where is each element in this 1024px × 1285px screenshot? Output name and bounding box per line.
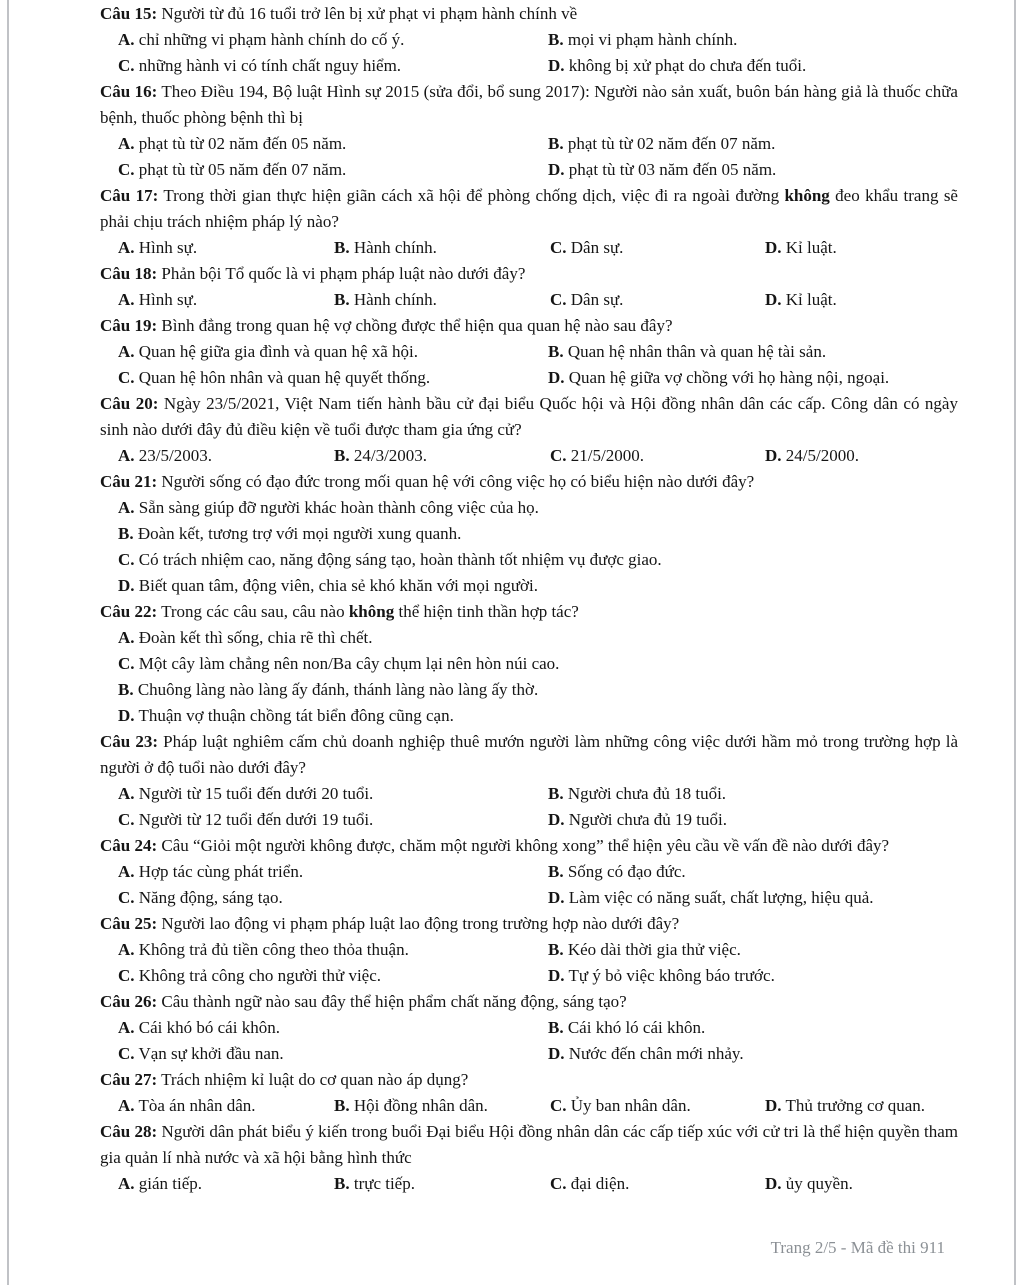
option-label: C. bbox=[118, 550, 135, 569]
question-number: Câu 24: bbox=[100, 836, 158, 855]
option-c: C. Dân sự. bbox=[550, 238, 624, 257]
question-stem: Câu 15: Người từ đủ 16 tuổi trở lên bị xử phạt vi phạm hành chính về bbox=[100, 4, 578, 23]
option-b: B. Hành chính. bbox=[334, 238, 437, 257]
question-stem: Câu 21: Người sống có đạo đức trong mối quan hệ với công việc họ có biểu hiện nào dưới đây? bbox=[100, 472, 755, 491]
option-label: C. bbox=[118, 368, 135, 387]
option-c: C. Dân sự. bbox=[550, 290, 624, 309]
option-label: B. bbox=[334, 446, 350, 465]
option-label: D. bbox=[548, 888, 565, 907]
option-label: D. bbox=[118, 706, 135, 725]
option-label: D. bbox=[118, 576, 135, 595]
exam-questions bbox=[100, 1, 958, 1197]
option-label: C. bbox=[550, 1096, 567, 1115]
option-a: A. Hình sự. bbox=[118, 290, 198, 309]
question-20 bbox=[100, 391, 958, 469]
question-16 bbox=[100, 79, 958, 183]
option-a: A. Sẵn sàng giúp đỡ người khác hoàn thành công việc của họ. bbox=[118, 498, 539, 517]
option-label: C. bbox=[118, 966, 135, 985]
option-label: B. bbox=[548, 862, 564, 881]
options-group bbox=[118, 131, 958, 183]
options-group bbox=[118, 287, 958, 313]
options-group bbox=[118, 495, 958, 599]
question-stem: Câu 19: Bình đẳng trong quan hệ vợ chồng được thể hiện qua quan hệ nào sau đây? bbox=[100, 316, 673, 335]
option-b: B. Đoàn kết, tương trợ với mọi người xung quanh. bbox=[118, 524, 462, 543]
option-label: A. bbox=[118, 784, 135, 803]
option-d: D. không bị xử phạt do chưa đến tuổi. bbox=[548, 56, 807, 75]
option-label: C. bbox=[118, 56, 135, 75]
question-number: Câu 22: bbox=[100, 602, 158, 621]
options-group bbox=[118, 859, 958, 911]
option-label: D. bbox=[548, 810, 565, 829]
question-stem: Câu 16: Theo Điều 194, Bộ luật Hình sự 2015 (sửa đổi, bổ sung 2017): Người nào sản xuất, buôn bán hàng giả là thuốc chữa bệnh, thuốc phòng bệnh thì bị bbox=[100, 82, 958, 127]
options-group bbox=[118, 1171, 958, 1197]
option-label: A. bbox=[118, 290, 135, 309]
option-label: A. bbox=[118, 342, 135, 361]
option-label: C. bbox=[550, 238, 567, 257]
option-d: D. ủy quyền. bbox=[765, 1174, 853, 1193]
option-d: D. Biết quan tâm, động viên, chia sẻ khó khăn với mọi người. bbox=[118, 576, 539, 595]
option-label: A. bbox=[118, 940, 135, 959]
option-a: A. Người từ 15 tuổi đến dưới 20 tuổi. bbox=[118, 784, 374, 803]
option-label: C. bbox=[550, 1174, 567, 1193]
question-stem: Câu 24: Câu “Giỏi một người không được, chăm một người không xong” thể hiện yêu cầu về vấn đề nào dưới đây? bbox=[100, 836, 890, 855]
option-d: D. Thủ trưởng cơ quan. bbox=[765, 1096, 926, 1115]
question-number: Câu 23: bbox=[100, 732, 159, 751]
option-label: C. bbox=[118, 810, 135, 829]
option-a: A. Hợp tác cùng phát triển. bbox=[118, 862, 304, 881]
option-b: B. Quan hệ nhân thân và quan hệ tài sản. bbox=[548, 342, 827, 361]
question-number: Câu 16: bbox=[100, 82, 158, 101]
option-label: A. bbox=[118, 1096, 135, 1115]
option-c: C. Ủy ban nhân dân. bbox=[550, 1096, 691, 1115]
options-group bbox=[118, 1093, 958, 1119]
question-27 bbox=[100, 1067, 958, 1119]
option-a: A. Hình sự. bbox=[118, 238, 198, 257]
question-number: Câu 25: bbox=[100, 914, 158, 933]
question-19 bbox=[100, 313, 958, 391]
question-15 bbox=[100, 1, 958, 79]
question-number: Câu 17: bbox=[100, 186, 159, 205]
option-label: B. bbox=[548, 940, 564, 959]
option-b: B. phạt tù từ 02 năm đến 07 năm. bbox=[548, 134, 776, 153]
option-b: B. Cái khó ló cái khôn. bbox=[548, 1018, 706, 1037]
option-b: B. Sống có đạo đức. bbox=[548, 862, 686, 881]
option-a: A. Không trả đủ tiền công theo thỏa thuận. bbox=[118, 940, 409, 959]
option-label: B. bbox=[334, 1174, 350, 1193]
question-number: Câu 19: bbox=[100, 316, 158, 335]
option-label: D. bbox=[765, 446, 782, 465]
question-28 bbox=[100, 1119, 958, 1197]
option-label: B. bbox=[548, 134, 564, 153]
option-c: C. Không trả công cho người thử việc. bbox=[118, 966, 382, 985]
options-group bbox=[118, 625, 958, 729]
option-b: B. Kéo dài thời gia thử việc. bbox=[548, 940, 741, 959]
option-label: C. bbox=[118, 888, 135, 907]
option-b: B. Người chưa đủ 18 tuổi. bbox=[548, 784, 727, 803]
question-number: Câu 20: bbox=[100, 394, 159, 413]
question-number: Câu 27: bbox=[100, 1070, 158, 1089]
option-label: A. bbox=[118, 446, 135, 465]
option-label: D. bbox=[765, 1096, 782, 1115]
option-label: A. bbox=[118, 134, 135, 153]
question-stem: Câu 25: Người lao động vi phạm pháp luật lao động trong trường hợp nào dưới đây? bbox=[100, 914, 680, 933]
option-c: C. Năng động, sáng tạo. bbox=[118, 888, 283, 907]
option-label: B. bbox=[118, 524, 134, 543]
option-d: D. phạt tù từ 03 năm đến 05 năm. bbox=[548, 160, 777, 179]
option-label: A. bbox=[118, 30, 135, 49]
options-group bbox=[118, 1015, 958, 1067]
question-stem: Câu 18: Phản bội Tổ quốc là vi phạm pháp luật nào dưới đây? bbox=[100, 264, 526, 283]
page-footer: Trang 2/5 - Mã đề thi 911 bbox=[770, 1238, 945, 1257]
option-label: B. bbox=[334, 238, 350, 257]
question-number: Câu 26: bbox=[100, 992, 158, 1011]
option-a: A. 23/5/2003. bbox=[118, 446, 212, 465]
option-label: C. bbox=[118, 160, 135, 179]
question-22 bbox=[100, 599, 958, 729]
option-label: B. bbox=[548, 1018, 564, 1037]
option-c: C. phạt tù từ 05 năm đến 07 năm. bbox=[118, 160, 347, 179]
question-stem: Câu 27: Trách nhiệm kỉ luật do cơ quan nào áp dụng? bbox=[100, 1070, 469, 1089]
option-label: A. bbox=[118, 238, 135, 257]
question-number: Câu 15: bbox=[100, 4, 158, 23]
option-a: A. chỉ những vi phạm hành chính do cố ý. bbox=[118, 30, 405, 49]
option-c: C. Một cây làm chẳng nên non/Ba cây chụm lại nên hòn núi cao. bbox=[118, 654, 560, 673]
question-stem: Câu 26: Câu thành ngữ nào sau đây thể hiện phẩm chất năng động, sáng tạo? bbox=[100, 992, 627, 1011]
question-24 bbox=[100, 833, 958, 911]
question-18 bbox=[100, 261, 958, 313]
option-b: B. Hội đồng nhân dân. bbox=[334, 1096, 488, 1115]
option-label: A. bbox=[118, 1174, 135, 1193]
option-c: C. Vạn sự khởi đầu nan. bbox=[118, 1044, 284, 1063]
option-label: B. bbox=[334, 290, 350, 309]
option-label: C. bbox=[118, 654, 135, 673]
options-group bbox=[118, 235, 958, 261]
option-label: B. bbox=[548, 342, 564, 361]
question-25 bbox=[100, 911, 958, 989]
option-c: C. những hành vi có tính chất nguy hiểm. bbox=[118, 56, 402, 75]
option-label: D. bbox=[548, 966, 565, 985]
option-c: C. 21/5/2000. bbox=[550, 446, 644, 465]
option-label: C. bbox=[550, 446, 567, 465]
question-23 bbox=[100, 729, 958, 833]
option-b: B. trực tiếp. bbox=[334, 1174, 415, 1193]
question-17 bbox=[100, 183, 958, 261]
option-label: B. bbox=[334, 1096, 350, 1115]
option-label: D. bbox=[548, 1044, 565, 1063]
question-stem: Câu 22: Trong các câu sau, câu nào không thể hiện tinh thần hợp tác? bbox=[100, 602, 579, 621]
option-label: A. bbox=[118, 862, 135, 881]
question-number: Câu 18: bbox=[100, 264, 158, 283]
options-group bbox=[118, 937, 958, 989]
option-label: B. bbox=[548, 30, 564, 49]
options-group bbox=[118, 443, 958, 469]
question-number: Câu 21: bbox=[100, 472, 158, 491]
option-label: B. bbox=[548, 784, 564, 803]
question-stem: Câu 20: Ngày 23/5/2021, Việt Nam tiến hành bầu cử đại biểu Quốc hội và Hội đồng nhân dân các cấp. Công dân có ngày sinh nào dưới đây đủ điều kiện về tuổi được tham gia ứng cử? bbox=[100, 394, 958, 439]
option-d: D. Làm việc có năng suất, chất lượng, hiệu quả. bbox=[548, 888, 874, 907]
option-d: D. Kỉ luật. bbox=[765, 238, 837, 257]
option-d: D. 24/5/2000. bbox=[765, 446, 859, 465]
option-label: C. bbox=[118, 1044, 135, 1063]
options-group bbox=[118, 781, 958, 833]
option-d: D. Kỉ luật. bbox=[765, 290, 837, 309]
option-d: D. Tự ý bỏ việc không báo trước. bbox=[548, 966, 775, 985]
option-d: D. Nước đến chân mới nhảy. bbox=[548, 1044, 744, 1063]
option-c: C. Quan hệ hôn nhân và quan hệ quyết thống. bbox=[118, 368, 431, 387]
question-number: Câu 28: bbox=[100, 1122, 158, 1141]
option-a: A. gián tiếp. bbox=[118, 1174, 203, 1193]
options-group bbox=[118, 27, 958, 79]
option-b: B. Chuông làng nào làng ấy đánh, thánh làng nào làng ấy thờ. bbox=[118, 680, 539, 699]
question-21 bbox=[100, 469, 958, 599]
option-label: A. bbox=[118, 1018, 135, 1037]
option-a: A. Tòa án nhân dân. bbox=[118, 1096, 256, 1115]
option-d: D. Người chưa đủ 19 tuổi. bbox=[548, 810, 727, 829]
option-b: B. mọi vi phạm hành chính. bbox=[548, 30, 738, 49]
option-label: D. bbox=[548, 160, 565, 179]
option-label: D. bbox=[765, 238, 782, 257]
question-stem: Câu 23: Pháp luật nghiêm cấm chủ doanh nghiệp thuê mướn người làm những công việc dưới hầm mỏ trong trường hợp là người ở độ tuổi nào dưới đây? bbox=[100, 732, 958, 777]
option-label: C. bbox=[550, 290, 567, 309]
option-label: B. bbox=[118, 680, 134, 699]
question-stem: Câu 28: Người dân phát biểu ý kiến trong buổi Đại biểu Hội đồng nhân dân các cấp tiếp xúc với cử tri là thể hiện quyền tham gia quản lí nhà nước và xã hội bằng hình thức bbox=[100, 1122, 958, 1167]
option-label: D. bbox=[548, 368, 565, 387]
emphasized-word: không bbox=[784, 186, 830, 205]
option-d: D. Quan hệ giữa vợ chồng với họ hàng nội, ngoại. bbox=[548, 368, 890, 387]
option-b: B. 24/3/2003. bbox=[334, 446, 428, 465]
option-label: D. bbox=[548, 56, 565, 75]
option-a: A. Cái khó bó cái khôn. bbox=[118, 1018, 280, 1037]
option-c: C. Có trách nhiệm cao, năng động sáng tạo, hoàn thành tốt nhiệm vụ được giao. bbox=[118, 550, 662, 569]
option-label: A. bbox=[118, 498, 135, 517]
option-c: C. Người từ 12 tuổi đến dưới 19 tuổi. bbox=[118, 810, 374, 829]
right-page-border bbox=[1014, 0, 1016, 1285]
option-label: A. bbox=[118, 628, 135, 647]
option-a: A. Quan hệ giữa gia đình và quan hệ xã hội. bbox=[118, 342, 419, 361]
option-b: B. Hành chính. bbox=[334, 290, 437, 309]
option-a: A. phạt tù từ 02 năm đến 05 năm. bbox=[118, 134, 347, 153]
question-stem: Câu 17: Trong thời gian thực hiện giãn cách xã hội để phòng chống dịch, việc đi ra ngoài đường không đeo khẩu trang sẽ phải chịu trách nhiệm pháp lý nào? bbox=[100, 186, 958, 231]
question-26 bbox=[100, 989, 958, 1067]
emphasized-word: không bbox=[348, 602, 395, 621]
option-label: D. bbox=[765, 1174, 782, 1193]
option-label: D. bbox=[765, 290, 782, 309]
option-c: C. đại diện. bbox=[550, 1174, 630, 1193]
options-group bbox=[118, 339, 958, 391]
left-page-border bbox=[7, 0, 9, 1285]
option-a: A. Đoàn kết thì sống, chia rẽ thì chết. bbox=[118, 628, 373, 647]
option-d: D. Thuận vợ thuận chồng tát biển đông cũng cạn. bbox=[118, 706, 454, 725]
